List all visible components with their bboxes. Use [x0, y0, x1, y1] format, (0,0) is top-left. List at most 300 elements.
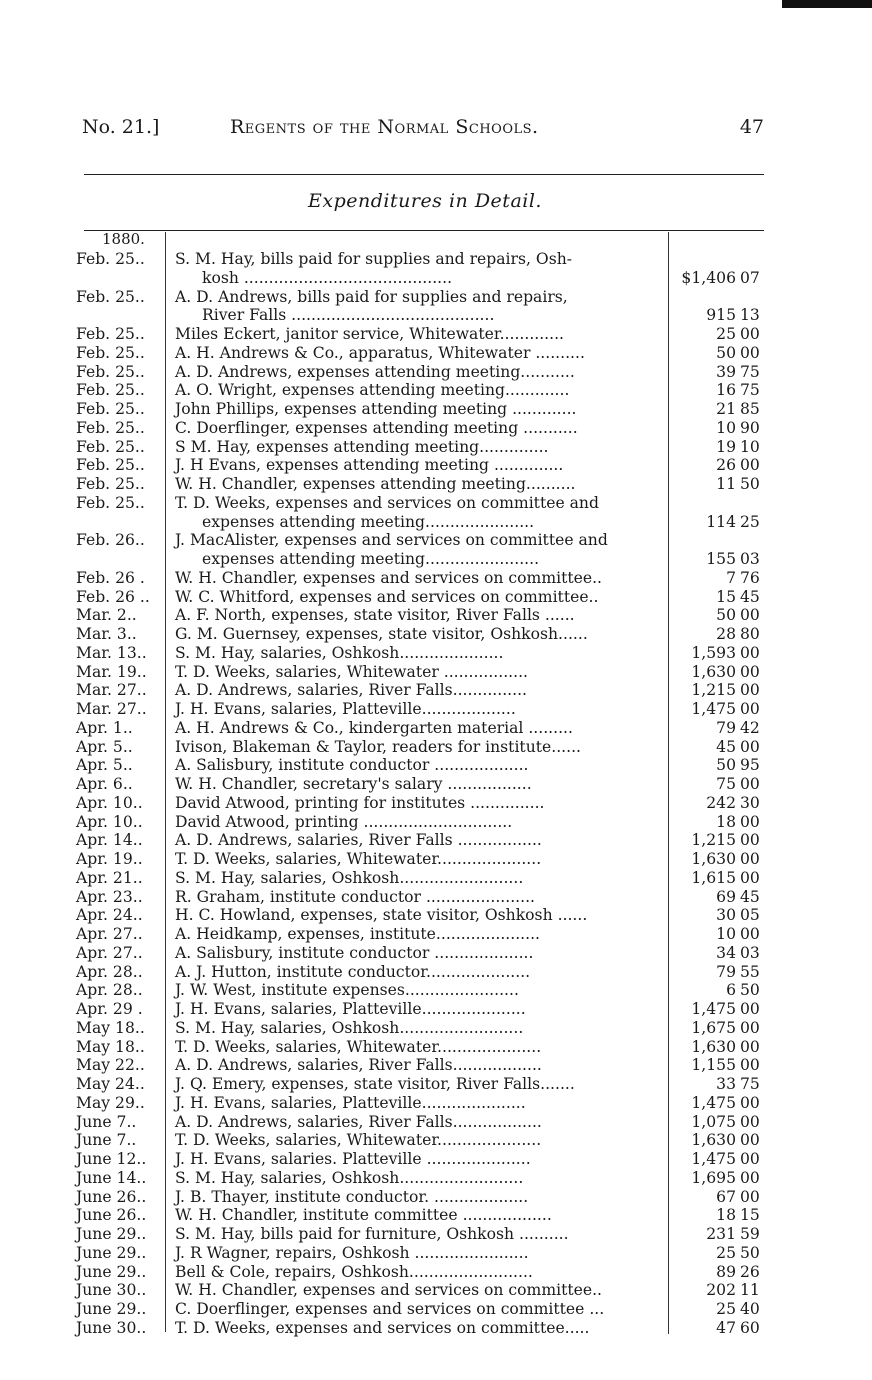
description-line: A. D. Andrews, bills paid for supplies and repairs, [175, 287, 568, 306]
table-row [76, 475, 776, 494]
description-line: J. H. Evans, salaries, Platteville..................... [175, 1000, 526, 1018]
row-amount-dollars: 69 [716, 887, 736, 906]
row-amount-cents: 00 [740, 850, 760, 868]
row-description [175, 1319, 665, 1338]
row-description [175, 1244, 665, 1263]
row-amount-dollars: 50 [716, 606, 736, 625]
description-line: W. H. Chandler, secretary's salary ................. [175, 775, 532, 793]
description-line: S. M. Hay, salaries, Oshkosh......................... [175, 1168, 524, 1187]
table-row [76, 531, 776, 569]
description-line: W. H. Chandler, expenses and services on committee.. [175, 1281, 603, 1300]
description-line: A. Salisbury, institute conductor ................... [175, 756, 529, 775]
description-line: S. M. Hay, salaries, Oshkosh..................... [175, 643, 504, 662]
row-amount-dollars: 75 [716, 775, 736, 793]
row-date: May 18.. [76, 1037, 145, 1056]
row-amount-cents: 00 [740, 737, 760, 756]
row-date: Feb. 25.. [76, 493, 145, 512]
row-date: May 29.. [76, 1093, 145, 1112]
row-description [175, 419, 665, 438]
description-line: Ivison, Blakeman & Taylor, readers for institute...... [175, 737, 581, 756]
description-line: T. D. Weeks, salaries, Whitewater..................... [175, 1037, 542, 1056]
row-amount-dollars: 1,475 [691, 1093, 736, 1112]
row-date: Feb. 26 .. [76, 587, 150, 606]
row-amount-dollars: 1,215 [691, 831, 736, 850]
table-top-rule [84, 230, 764, 231]
row-amount-dollars: 47 [716, 1318, 736, 1337]
row-amount-dollars: 231 [706, 1225, 736, 1243]
table-row [76, 1113, 776, 1132]
row-date: Apr. 23.. [76, 887, 143, 906]
description-line: A. H. Andrews & Co., apparatus, Whitewater .......... [175, 343, 585, 362]
row-amount-dollars: 1,475 [691, 700, 736, 718]
table-row [76, 325, 776, 344]
row-description [175, 1281, 665, 1300]
description-line: C. Doerflinger, expenses and services on committee ... [175, 1300, 605, 1318]
row-amount-dollars: 50 [716, 343, 736, 362]
row-description [175, 813, 665, 832]
row-date: Mar. 27.. [76, 700, 147, 718]
row-amount-dollars: 1,630 [691, 850, 736, 868]
row-amount-dollars: 39 [716, 362, 736, 381]
table-row [76, 363, 776, 382]
description-line: J. H. Evans, salaries, Platteville..................... [175, 1093, 526, 1112]
row-amount-dollars: 1,215 [691, 681, 736, 700]
row-amount-dollars: 1,593 [691, 643, 736, 662]
row-amount-cents: 50 [740, 475, 760, 493]
row-amount-dollars: 1,675 [691, 1018, 736, 1037]
table-row [76, 400, 776, 419]
table-row [76, 1300, 776, 1319]
description-line: T. D. Weeks, salaries, Whitewater..................... [175, 1131, 542, 1150]
row-amount-dollars: 79 [716, 718, 736, 737]
table-row [76, 1150, 776, 1169]
table-row [76, 831, 776, 850]
description-line: J. H Evans, expenses attending meeting .............. [175, 456, 564, 475]
row-amount-cents: 00 [740, 662, 760, 681]
row-date: Apr. 28.. [76, 981, 143, 1000]
description-line: G. M. Guernsey, expenses, state visitor, Oshkosh...... [175, 625, 588, 643]
row-amount-cents: 42 [740, 718, 760, 737]
description-line: W. C. Whitford, expenses and services on committee.. [175, 587, 599, 606]
row-amount-cents: 00 [740, 868, 760, 887]
row-amount-dollars: 28 [716, 625, 736, 643]
row-date: June 29.. [76, 1243, 147, 1262]
description-line: A. Heidkamp, expenses, institute..................... [175, 925, 541, 943]
row-date: Apr. 5.. [76, 756, 133, 775]
expenditure-table [76, 250, 776, 1338]
row-amount-cents: 00 [740, 1018, 760, 1037]
description-line: T. D. Weeks, expenses and services on committee and [175, 493, 599, 512]
description-line: Miles Eckert, janitor service, Whitewater............. [175, 325, 565, 343]
table-row [76, 288, 776, 326]
description-line: A. H. Andrews & Co., kindergarten material ......... [175, 718, 573, 737]
row-description [175, 400, 665, 419]
row-date: Apr. 10.. [76, 812, 143, 831]
row-description [175, 1038, 665, 1057]
row-amount-cents: 00 [740, 700, 760, 718]
page-number: 47 [739, 116, 764, 138]
table-row [76, 588, 776, 607]
row-date: June 29.. [76, 1225, 147, 1243]
row-description [175, 756, 665, 775]
row-description [175, 1263, 665, 1282]
row-amount-cents: 45 [740, 587, 760, 606]
table-row [76, 419, 776, 438]
row-amount-cents: 00 [740, 831, 760, 850]
table-row [76, 1206, 776, 1225]
row-amount-dollars: 202 [706, 1281, 736, 1300]
row-amount-cents: 75 [740, 381, 760, 400]
description-line: J. Q. Emery, expenses, state visitor, River Falls....... [175, 1075, 575, 1093]
row-amount-cents: 00 [740, 1150, 760, 1168]
row-date: Feb. 25.. [76, 287, 145, 306]
row-amount-dollars: 1,075 [691, 1112, 736, 1131]
row-amount-cents: 00 [740, 456, 760, 475]
row-amount-cents: 15 [740, 1206, 760, 1225]
description-line: David Atwood, printing for institutes ............... [175, 793, 545, 812]
row-amount-dollars: 30 [716, 906, 736, 925]
row-description [175, 288, 665, 326]
row-amount-dollars: 11 [716, 475, 736, 493]
table-row [76, 738, 776, 757]
row-description [175, 644, 665, 663]
row-description [175, 850, 665, 869]
row-description [175, 494, 665, 532]
table-row [76, 981, 776, 1000]
row-amount-cents: 00 [740, 325, 760, 343]
row-description [175, 794, 665, 813]
row-amount-dollars: 21 [716, 400, 736, 418]
row-amount-cents: 05 [740, 906, 760, 925]
row-amount-cents: 00 [740, 1000, 760, 1018]
row-amount-dollars: 89 [716, 1262, 736, 1281]
row-amount-dollars: 18 [716, 1206, 736, 1225]
row-description [175, 1094, 665, 1113]
table-row [76, 888, 776, 907]
row-amount-dollars: $1,406 [681, 268, 736, 287]
table-row [76, 681, 776, 700]
row-description [175, 1225, 665, 1244]
row-description [175, 381, 665, 400]
row-description [175, 981, 665, 1000]
row-amount-dollars: 10 [716, 418, 736, 437]
row-amount-cents: 03 [740, 550, 760, 568]
row-description [175, 738, 665, 757]
description-line: Bell & Cole, repairs, Oshkosh......................... [175, 1262, 533, 1281]
table-row [76, 606, 776, 625]
row-amount-dollars: 79 [716, 962, 736, 981]
row-amount-cents: 00 [740, 1187, 760, 1206]
row-description [175, 456, 665, 475]
description-line: J. B. Thayer, institute conductor. ................... [175, 1187, 529, 1206]
table-row [76, 438, 776, 457]
row-amount-cents: 85 [740, 400, 760, 418]
row-amount-cents: 00 [740, 1037, 760, 1056]
table-row [76, 644, 776, 663]
row-amount-dollars: 1,155 [691, 1056, 736, 1075]
row-description [175, 963, 665, 982]
row-date: Feb. 25.. [76, 343, 145, 362]
row-date: Mar. 19.. [76, 662, 147, 681]
table-row [76, 381, 776, 400]
description-line: A. D. Andrews, expenses attending meeting........... [175, 362, 575, 381]
row-date: Feb. 25.. [76, 400, 145, 418]
row-date: Feb. 25.. [76, 250, 145, 268]
row-amount-cents: 45 [740, 887, 760, 906]
description-continuation: River Falls ......................................... [202, 306, 495, 325]
row-amount-cents: 26 [740, 1262, 760, 1281]
row-description [175, 681, 665, 700]
description-line: A. F. North, expenses, state visitor, River Falls ...... [175, 606, 575, 625]
row-date: Feb. 25.. [76, 475, 145, 493]
running-header [82, 116, 764, 144]
row-description [175, 888, 665, 907]
row-date: Feb. 25.. [76, 456, 145, 475]
row-date: Mar. 13.. [76, 643, 147, 662]
row-description [175, 363, 665, 382]
table-row [76, 1188, 776, 1207]
row-amount-cents: 80 [740, 625, 760, 643]
row-date: Mar. 3.. [76, 625, 137, 643]
row-date: Apr. 14.. [76, 831, 143, 850]
description-line: R. Graham, institute conductor ...................... [175, 887, 535, 906]
description-line: H. C. Howland, expenses, state visitor, Oshkosh ...... [175, 906, 588, 925]
row-date: Apr. 6.. [76, 775, 133, 793]
description-line: J. H. Evans, salaries, Platteville................... [175, 700, 516, 718]
row-amount-dollars: 19 [716, 437, 736, 456]
table-row [76, 1225, 776, 1244]
row-amount-cents: 95 [740, 756, 760, 775]
row-amount-dollars: 26 [716, 456, 736, 475]
row-date: Apr. 19.. [76, 850, 143, 868]
table-row [76, 1244, 776, 1263]
table-row [76, 1263, 776, 1282]
description-continuation: expenses attending meeting....................... [202, 550, 540, 568]
row-amount-dollars: 10 [716, 925, 736, 943]
row-date: June 29.. [76, 1300, 147, 1318]
description-line: T. D. Weeks, salaries, Whitewater ................. [175, 662, 528, 681]
row-amount-dollars: 1,695 [691, 1168, 736, 1187]
row-description [175, 475, 665, 494]
row-description [175, 1131, 665, 1150]
table-row [76, 906, 776, 925]
row-date: Apr. 5.. [76, 737, 133, 756]
description-line: J. MacAlister, expenses and services on committee and [175, 531, 608, 550]
row-amount-cents: 00 [740, 606, 760, 625]
row-description [175, 1150, 665, 1169]
row-amount-cents: 03 [740, 943, 760, 962]
row-date: June 7.. [76, 1131, 137, 1150]
row-description [175, 250, 665, 288]
description-line: S M. Hay, expenses attending meeting.............. [175, 437, 549, 456]
row-amount-dollars: 25 [716, 1243, 736, 1262]
description-line: A. Salisbury, institute conductor .................... [175, 943, 534, 962]
table-row [76, 925, 776, 944]
row-amount-cents: 40 [740, 1300, 760, 1318]
row-amount-dollars: 1,630 [691, 1131, 736, 1150]
row-description [175, 1056, 665, 1075]
row-amount-dollars: 50 [716, 756, 736, 775]
table-row [76, 700, 776, 719]
description-line: John Phillips, expenses attending meeting ............. [175, 400, 577, 418]
row-amount-cents: 00 [740, 925, 760, 943]
row-date: Apr. 1.. [76, 718, 133, 737]
row-amount-cents: 07 [740, 268, 760, 287]
row-description [175, 344, 665, 363]
table-row [76, 944, 776, 963]
description-line: W. H. Chandler, institute committee .................. [175, 1206, 552, 1225]
description-line: J. W. West, institute expenses....................... [175, 981, 519, 1000]
description-line: S. M. Hay, salaries, Oshkosh......................... [175, 1018, 524, 1037]
row-date: May 24.. [76, 1075, 145, 1093]
year-heading: 1880. [102, 230, 145, 248]
row-amount-cents: 00 [740, 1056, 760, 1075]
description-line: S. M. Hay, bills paid for furniture, Oshkosh .......... [175, 1225, 569, 1243]
description-line: A. D. Andrews, salaries, River Falls.................. [175, 1112, 542, 1131]
table-row [76, 963, 776, 982]
row-amount-cents: 11 [740, 1281, 760, 1300]
table-row [76, 1038, 776, 1057]
row-amount-cents: 00 [740, 1168, 760, 1187]
row-amount-dollars: 1,475 [691, 1150, 736, 1168]
row-description [175, 869, 665, 888]
row-amount-dollars: 915 [706, 306, 736, 325]
row-amount-cents: 90 [740, 418, 760, 437]
row-amount-cents: 50 [740, 981, 760, 1000]
row-date: May 18.. [76, 1018, 145, 1037]
description-line: T. D. Weeks, salaries, Whitewater..................... [175, 850, 542, 868]
row-amount-dollars: 25 [716, 325, 736, 343]
table-row [76, 625, 776, 644]
row-date: June 26.. [76, 1187, 147, 1206]
description-line: S. M. Hay, salaries, Oshkosh......................... [175, 868, 524, 887]
row-amount-dollars: 16 [716, 381, 736, 400]
row-amount-cents: 76 [740, 568, 760, 587]
row-amount-dollars: 1,615 [691, 868, 736, 887]
row-amount-cents: 13 [740, 306, 760, 325]
row-date: Apr. 21.. [76, 868, 143, 887]
row-date: Apr. 28.. [76, 962, 143, 981]
row-description [175, 663, 665, 682]
row-date: Feb. 25.. [76, 362, 145, 381]
table-row [76, 1075, 776, 1094]
table-row [76, 663, 776, 682]
row-description [175, 531, 665, 569]
running-title: Regents of the Normal Schools. [230, 116, 539, 138]
description-line: T. D. Weeks, expenses and services on committee..... [175, 1318, 590, 1337]
table-row [76, 794, 776, 813]
row-amount-cents: 00 [740, 1093, 760, 1112]
table-row [76, 1131, 776, 1150]
row-date: Apr. 27.. [76, 943, 143, 962]
row-date: May 22.. [76, 1056, 145, 1075]
row-amount-cents: 00 [740, 643, 760, 662]
row-amount-dollars: 114 [706, 512, 736, 531]
row-date: June 29.. [76, 1262, 147, 1281]
description-line: A. D. Andrews, salaries, River Falls............... [175, 681, 528, 700]
row-description [175, 606, 665, 625]
table-row [76, 775, 776, 794]
row-amount-dollars: 18 [716, 812, 736, 831]
row-date: June 30.. [76, 1318, 147, 1337]
row-amount-dollars: 155 [706, 550, 736, 568]
row-amount-cents: 00 [740, 343, 760, 362]
row-amount-dollars: 25 [716, 1300, 736, 1318]
description-line: J. R Wagner, repairs, Oshkosh ....................... [175, 1243, 529, 1262]
row-date: Feb. 25.. [76, 381, 145, 400]
row-amount-dollars: 1,475 [691, 1000, 736, 1018]
table-row [76, 813, 776, 832]
row-description [175, 325, 665, 344]
row-description [175, 1300, 665, 1319]
header-rule [84, 174, 764, 175]
row-description [175, 1113, 665, 1132]
row-amount-cents: 00 [740, 775, 760, 793]
row-amount-dollars: 7 [726, 568, 736, 587]
row-date: Feb. 26 . [76, 568, 145, 587]
row-amount-cents: 00 [740, 1112, 760, 1131]
row-amount-dollars: 1,630 [691, 662, 736, 681]
row-amount-cents: 55 [740, 962, 760, 981]
row-amount-dollars: 34 [716, 943, 736, 962]
row-date: Feb. 25.. [76, 437, 145, 456]
description-line: S. M. Hay, bills paid for supplies and repairs, Osh- [175, 250, 573, 268]
table-row [76, 850, 776, 869]
row-date: Feb. 25.. [76, 325, 145, 343]
row-description [175, 438, 665, 457]
row-date: Feb. 26.. [76, 531, 145, 550]
row-date: Apr. 10.. [76, 793, 143, 812]
row-amount-dollars: 1,630 [691, 1037, 736, 1056]
row-amount-cents: 00 [740, 812, 760, 831]
table-row [76, 869, 776, 888]
row-date: Apr. 29 . [76, 1000, 143, 1018]
row-date: Apr. 24.. [76, 906, 143, 925]
table-row [76, 1094, 776, 1113]
table-row [76, 1056, 776, 1075]
row-description [175, 569, 665, 588]
row-description [175, 700, 665, 719]
document-number: No. 21.] [82, 116, 160, 138]
page-edge-mark [782, 0, 872, 8]
row-description [175, 1169, 665, 1188]
description-continuation: expenses attending meeting...................... [202, 512, 535, 531]
row-description [175, 588, 665, 607]
row-amount-cents: 60 [740, 1318, 760, 1337]
table-row [76, 494, 776, 532]
row-description [175, 1206, 665, 1225]
table-row [76, 1281, 776, 1300]
row-amount-dollars: 33 [716, 1075, 736, 1093]
table-row [76, 456, 776, 475]
description-line: A. J. Hutton, institute conductor..................... [175, 962, 531, 981]
row-amount-cents: 00 [740, 1131, 760, 1150]
description-line: A. O. Wright, expenses attending meeting............. [175, 381, 570, 400]
row-description [175, 625, 665, 644]
row-date: June 12.. [76, 1150, 147, 1168]
row-date: June 26.. [76, 1206, 147, 1225]
description-line: W. H. Chandler, expenses and services on committee.. [175, 568, 603, 587]
row-description [175, 1188, 665, 1207]
row-amount-cents: 10 [740, 437, 760, 456]
row-description [175, 1019, 665, 1038]
description-continuation: kosh .......................................... [202, 268, 453, 287]
table-row [76, 569, 776, 588]
description-line: C. Doerflinger, expenses attending meeting ........... [175, 418, 578, 437]
row-amount-cents: 75 [740, 1075, 760, 1093]
table-row [76, 250, 776, 288]
row-date: Feb. 25.. [76, 418, 145, 437]
